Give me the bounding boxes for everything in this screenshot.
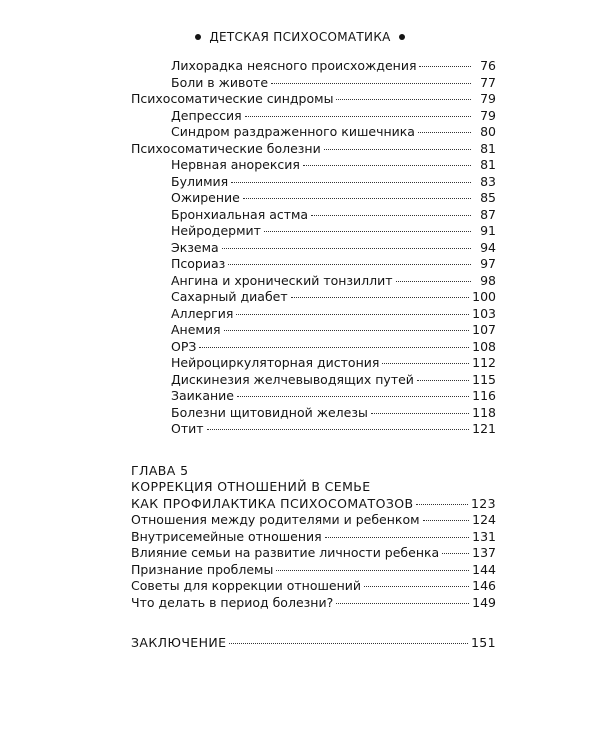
running-header [0, 30, 600, 44]
page-number: 107 [472, 322, 496, 337]
dot-leader [371, 413, 469, 414]
toc-entry[interactable] [131, 289, 496, 306]
entry-title: ЗАКЛЮЧЕНИЕ [131, 635, 227, 650]
toc-entry[interactable] [131, 306, 496, 323]
dot-leader [419, 66, 471, 67]
dot-leader [364, 586, 469, 587]
page-number: 151 [470, 635, 496, 650]
toc-entry[interactable] [131, 595, 496, 612]
page-number: 85 [480, 190, 496, 205]
toc-entry[interactable] [131, 562, 496, 579]
entry-title: Псориаз [171, 256, 226, 271]
dot-leader [245, 116, 471, 117]
page-number: 103 [472, 305, 496, 321]
entry-title: Синдром раздраженного кишечника [171, 124, 415, 139]
toc-entry[interactable] [131, 421, 496, 438]
dot-leader [237, 396, 469, 397]
dot-leader [382, 363, 469, 364]
toc-entry[interactable] [131, 157, 496, 174]
toc-entry[interactable] [131, 372, 496, 389]
toc-entry[interactable] [131, 223, 496, 240]
dot-leader [228, 264, 471, 265]
page-number: 131 [472, 528, 496, 544]
table-of-contents [131, 58, 496, 652]
page-number: 83 [480, 173, 496, 189]
toc-entry[interactable] [131, 512, 496, 529]
chapter-title-line2: КАК ПРОФИЛАКТИКА ПСИХОСОМАТОЗОВ [131, 495, 414, 511]
page-number: 115 [472, 371, 496, 387]
entry-title: Болезни щитовидной железы [171, 404, 368, 420]
toc-entry[interactable] [131, 124, 496, 141]
page-number: 100 [472, 289, 496, 304]
header-title: ДЕТСКАЯ ПСИХОСОМАТИКА [209, 30, 391, 44]
entry-title: Сахарный диабет [171, 289, 288, 304]
dot-leader [336, 603, 469, 604]
chapter-title-line1: КОРРЕКЦИЯ ОТНОШЕНИЙ В СЕМЬЕ [131, 479, 371, 494]
entry-title: Советы для коррекции отношений [131, 578, 362, 593]
page-number: 81 [480, 157, 496, 172]
entry-title: Психосоматические болезни [131, 140, 321, 156]
dot-leader [416, 504, 467, 505]
toc-entry[interactable] [131, 75, 496, 92]
dot-leader [276, 570, 469, 571]
entry-title: Отит [171, 421, 204, 436]
entry-title: Признание проблемы [131, 561, 274, 577]
dot-leader [311, 215, 471, 216]
entry-title: Психосоматические синдромы [131, 91, 334, 106]
entry-title: Экзема [171, 239, 219, 255]
toc-section-chapter4 [131, 58, 496, 438]
page-number: 77 [480, 74, 496, 90]
toc-entry[interactable] [131, 91, 496, 108]
toc-entry[interactable] [131, 108, 496, 125]
dot-leader [336, 99, 471, 100]
dot-leader [417, 380, 469, 381]
toc-entry[interactable] [131, 322, 496, 339]
entry-title: Бронхиальная астма [171, 206, 309, 222]
toc-entry[interactable] [131, 58, 496, 75]
toc-entry-conclusion[interactable] [131, 635, 496, 652]
page-number: 124 [472, 512, 496, 527]
toc-entry[interactable] [131, 141, 496, 158]
toc-entry[interactable] [131, 578, 496, 595]
page-number: 123 [470, 495, 496, 511]
toc-entry[interactable] [131, 190, 496, 207]
page-number: 137 [472, 545, 496, 560]
page-number: 108 [472, 338, 496, 354]
toc-entry[interactable] [131, 405, 496, 422]
entry-title: Депрессия [171, 107, 242, 123]
page-number: 76 [480, 58, 496, 73]
dot-leader [423, 520, 470, 521]
entry-title: Ожирение [171, 190, 240, 205]
dot-leader [222, 248, 471, 249]
page-number: 116 [472, 388, 496, 403]
page-number: 87 [480, 206, 496, 222]
entry-title: Нейроциркуляторная дистония [171, 355, 380, 370]
entry-title: Аллергия [171, 305, 234, 321]
entry-title: Нейродермит [171, 223, 261, 238]
dot-leader [418, 132, 471, 133]
dot-leader [324, 149, 471, 150]
toc-entry[interactable] [131, 174, 496, 191]
page-number: 80 [480, 124, 496, 139]
dot-leader [229, 643, 467, 644]
page-number: 121 [472, 421, 496, 436]
page-number: 144 [472, 561, 496, 577]
page-number: 79 [480, 107, 496, 123]
entry-title: Нервная анорексия [171, 157, 300, 172]
dot-leader [303, 165, 471, 166]
toc-entry[interactable] [131, 355, 496, 372]
toc-entry[interactable] [131, 256, 496, 273]
entry-title: Ангина и хронический тонзиллит [171, 272, 393, 288]
page-number: 112 [472, 355, 496, 370]
page-number: 97 [480, 256, 496, 271]
dot-leader [243, 198, 471, 199]
bullet-icon [195, 34, 201, 40]
entry-title: ОРЗ [171, 338, 197, 354]
toc-entry[interactable] [131, 240, 496, 257]
toc-entry[interactable] [131, 207, 496, 224]
page-number: 79 [480, 91, 496, 106]
toc-entry[interactable] [131, 545, 496, 562]
dot-leader [207, 429, 470, 430]
entry-title: Боли в животе [171, 74, 269, 90]
dot-leader [199, 347, 469, 348]
entry-title: Булимия [171, 173, 229, 189]
toc-entry[interactable] [131, 339, 496, 356]
page-number: 118 [472, 404, 496, 420]
entry-title: Что делать в период болезни? [131, 594, 334, 610]
dot-leader [442, 553, 469, 554]
entry-title: Внутрисемейные отношения [131, 528, 322, 544]
page-number: 81 [480, 140, 496, 156]
dot-leader [291, 297, 470, 298]
toc-entry[interactable] [131, 529, 496, 546]
page-number: 146 [472, 578, 496, 593]
page-number: 91 [480, 223, 496, 238]
entry-title: Дискинезия желчевыводящих путей [171, 371, 414, 387]
dot-leader [231, 182, 471, 183]
toc-entry[interactable] [131, 273, 496, 290]
entry-title: Отношения между родителями и ребенком [131, 512, 420, 527]
toc-entry[interactable] [131, 496, 496, 513]
dot-leader [325, 537, 469, 538]
entry-title: Лихорадка неясного происхождения [171, 58, 417, 73]
dot-leader [236, 314, 469, 315]
entry-title: Влияние семьи на развитие личности ребенка [131, 545, 440, 560]
entry-title: Анемия [171, 322, 221, 337]
page-number: 149 [472, 594, 496, 610]
chapter-label: ГЛАВА 5 [131, 462, 189, 478]
dot-leader [264, 231, 471, 232]
bullet-icon [399, 34, 405, 40]
entry-title: Заикание [171, 388, 234, 403]
page-number: 98 [480, 272, 496, 288]
page-number: 94 [480, 239, 496, 255]
dot-leader [396, 281, 471, 282]
dot-leader [271, 83, 471, 84]
dot-leader [224, 330, 470, 331]
toc-section-chapter5 [131, 512, 496, 611]
toc-entry[interactable] [131, 388, 496, 405]
